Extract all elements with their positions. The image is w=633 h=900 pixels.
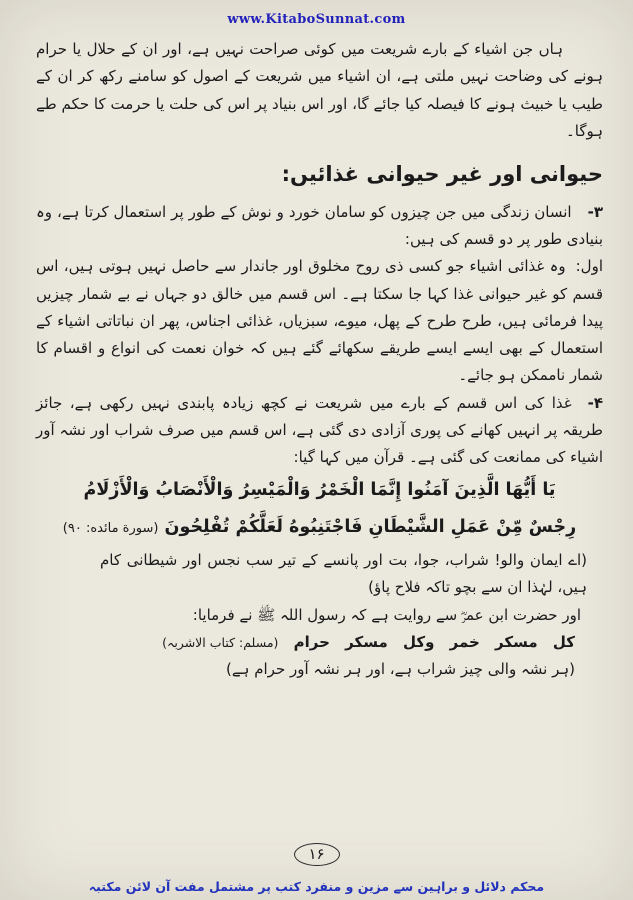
quran-verse-line1: يَا أَيُّهَا الَّذِينَ آمَنُوا إِنَّمَا الْخَمْرُ وَالْمَيْسِرُ وَالْأَنْصَابُ وَالْأَزْلَامُ [83, 479, 556, 500]
awwal-paragraph [36, 253, 603, 389]
point-4-text: غذا کی اس قسم کے بارے میں شریعت نے کچھ زیادہ پابندی نہیں رکھی ہے، جائز طریقہ پر انہیں کھانے کی پوری آزادی دی گئی ہے، اس قسم میں صرف شراب اور نشہ آور اشیاء کی ممانعت کی گئی ہے۔ قرآن میں کہا گیا: [36, 393, 603, 467]
quran-verse [36, 472, 603, 547]
hadith-arabic-text: کل مسکر خمر وکل مسکر حرام [293, 632, 575, 651]
page-number: ۱۶ [294, 843, 340, 866]
point-4-paragraph [36, 390, 603, 472]
point-3-paragraph [36, 199, 603, 254]
quran-verse-reference: (سورة مائده: ٩٠) [62, 521, 159, 537]
section-heading: حیوانی اور غیر حیوانی غذائیں: [281, 162, 603, 187]
awwal-label: اول: [575, 257, 603, 276]
footer-tagline: محکم دلائل و براہین سے مزین و منفرد کتب پر مشتمل مفت آن لائن مکتبہ [88, 879, 545, 894]
point-3-marker: ۳- [587, 202, 603, 221]
intro-paragraph: ہاں جن اشیاء کے بارے شریعت میں کوئی صراحت نہیں ہے، اور ان کے حلال یا حرام ہونے کی وضاحت نہیں ملتی ہے، ان اشیاء میں شریعت کے اصول کو سامنے رکھ کر ان کے طیب یا خبیث ہونے کا فیصلہ کیا جائے گا، اور اس بنیاد پر اس کی حلت یا حرمت کا حکم طے ہوگا۔ [36, 40, 603, 140]
hadith-source: (مسلم: کتاب الاشربہ) [162, 634, 279, 650]
hadith-intro: اور حضرت ابن عمرؓ سے روایت ہے کہ رسول اللہ ﷺ نے فرمایا: [192, 605, 581, 624]
page-content [0, 30, 633, 683]
site-url-link[interactable]: www.KitaboSunnat.com [227, 12, 406, 27]
point-4-marker: ۴- [587, 393, 603, 412]
page-header [0, 8, 633, 27]
quran-translation: (اے ایمان والو! شراب، جوا، بت اور پانسے کے تیر سب نجس اور شیطانی کام ہیں، لہٰذا ان سے بچو تاکہ فلاح پاؤ) [100, 550, 587, 597]
quran-verse-line2: رِجْسٌ مِّنْ عَمَلِ الشَّيْطَانِ فَاجْتَنِبُوهُ لَعَلَّكُمْ تُفْلِحُونَ [164, 517, 577, 538]
hadith-arabic-line [36, 629, 603, 656]
page-number-area [0, 843, 633, 866]
hadith-translation: (ہر نشہ والی چیز شراب ہے، اور ہر نشہ آور حرام ہے) [226, 660, 575, 679]
page-footer [0, 879, 633, 894]
awwal-text: وہ غذائی اشیاء جو کسی ذی روح مخلوق اور جاندار سے حاصل نہیں ہوتی ہیں، اس قسم کو غیر حیوانی غذا کہا جا سکتا ہے۔ اس قسم میں خالق دو جہاں نے بے شمار چیزیں پیدا فرمائی ہیں، طرح طرح کے پھل، میوے، سبزیاں، غذائی اجناس، پھر ان نباتاتی اشیاء کے استعمال کے بھی ایسے ایسے طریقے سکھائے گئے ہیں کہ خوان نعمت کی انواع و اقسام کا شمار ناممکن ہو جائے۔ [36, 257, 603, 385]
point-3-text: انسان زندگی میں جن چیزوں کو سامان خورد و نوش کے طور پر استعمال کرتا ہے، وہ بنیادی طور پر دو قسم کی ہیں: [36, 202, 603, 248]
